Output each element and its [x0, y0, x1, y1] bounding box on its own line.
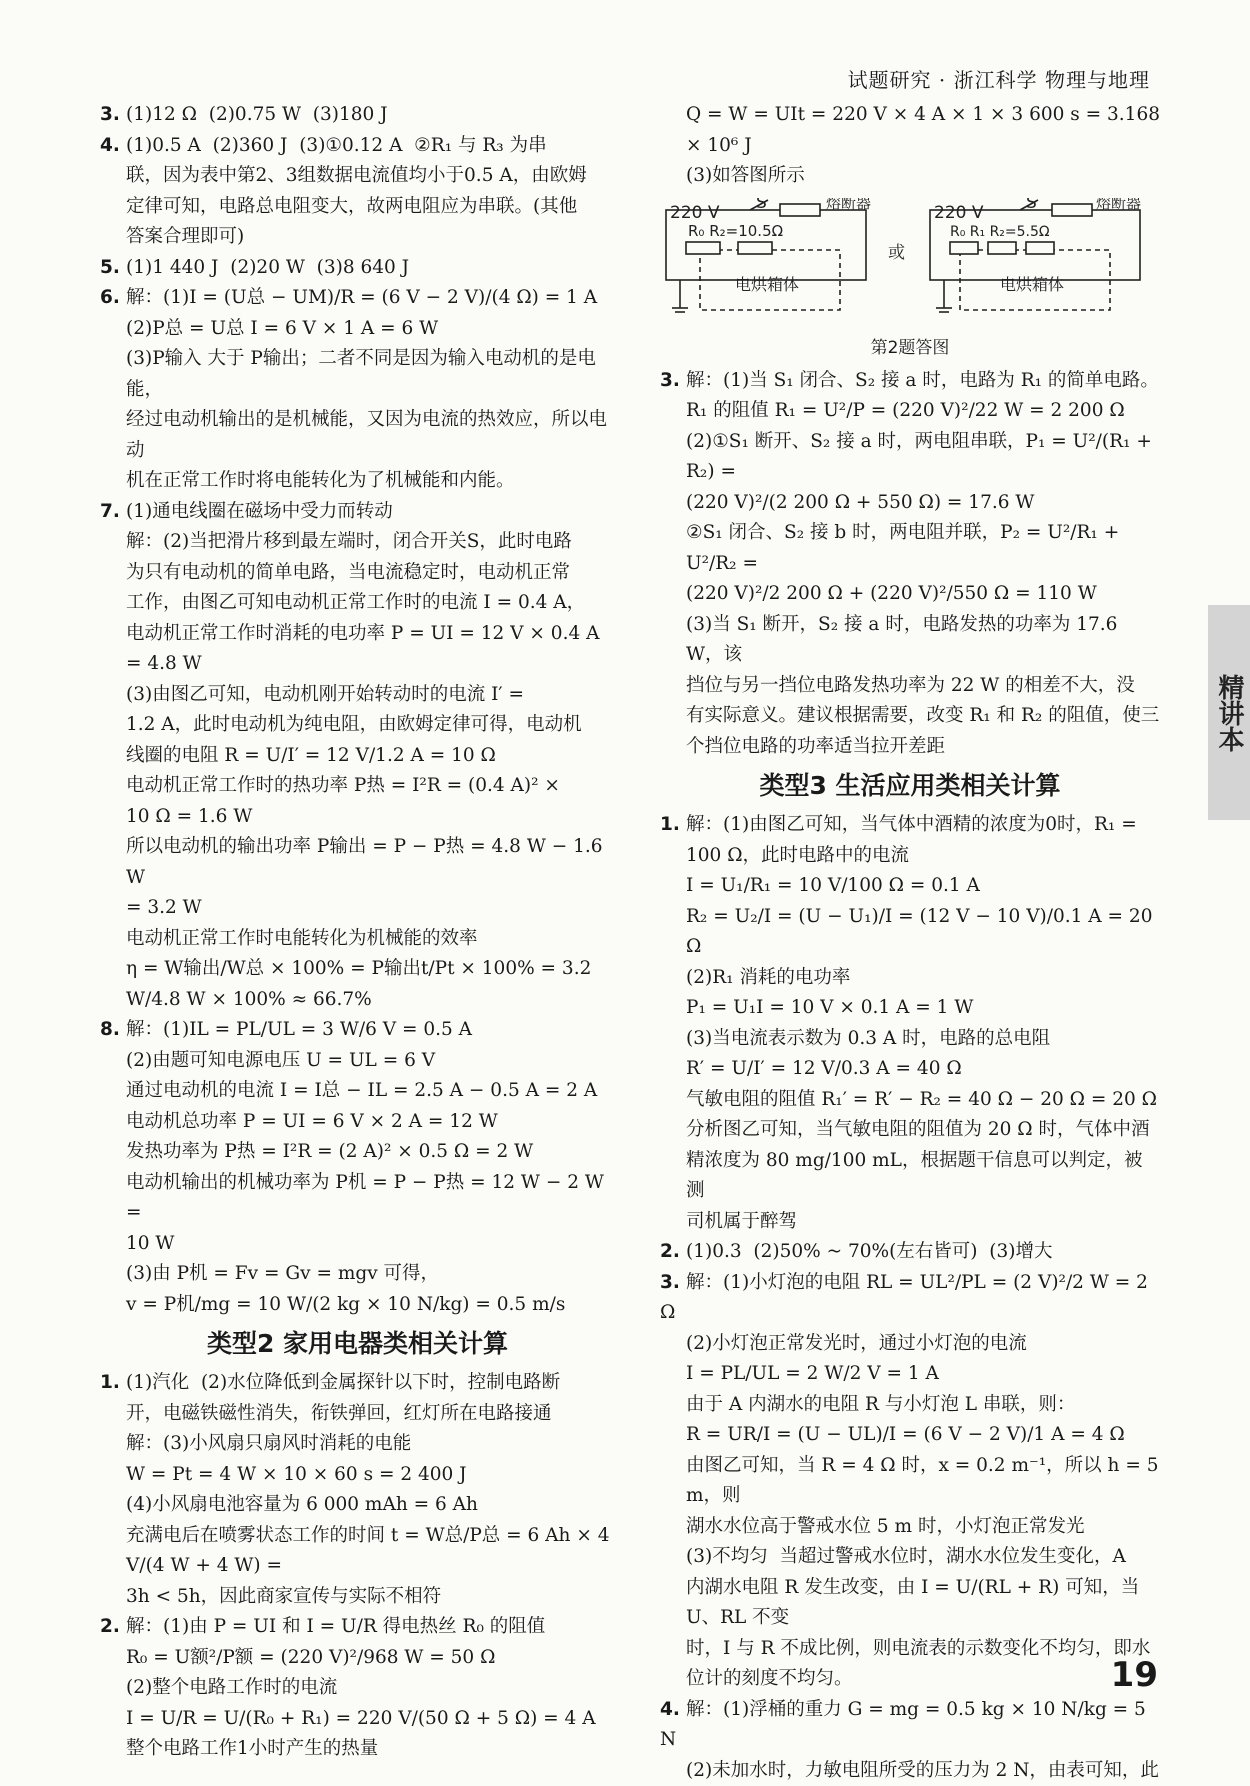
- answer-text: (220 V)²/2 200 Ω + (220 V)²/550 Ω = 110 W: [686, 583, 1097, 604]
- fig-voltage-right: 220 V: [934, 203, 984, 223]
- page-number: 19: [1111, 1655, 1158, 1695]
- answer-line: [100, 405, 615, 466]
- answer-line: [100, 1521, 615, 1582]
- answer-text: 10 W: [126, 1233, 174, 1254]
- answer-line: [100, 771, 615, 802]
- answer-line: [660, 1237, 1160, 1268]
- answer-text: 精浓度为 80 mg/100 mL，根据题干信息可以判定，被测: [686, 1150, 1142, 1202]
- answer-text: R₂ = U₂/I = (U − U₁)/I = (12 V − 10 V)/0.1 A = 20 Ω: [686, 906, 1158, 958]
- answer-line: [100, 222, 615, 253]
- answer-line: [100, 1168, 615, 1229]
- answer-line: [660, 1115, 1160, 1146]
- answer-line: [660, 396, 1160, 427]
- answer-text: (3)当 S₁ 断开，S₂ 接 a 时，电路发热的功率为 17.6 W，该: [686, 614, 1123, 666]
- answer-text: (3)如答图所示: [686, 165, 805, 186]
- answer-text: 1.2 A，此时电动机为纯电阻，由欧姆定律可得，电动机: [126, 714, 582, 735]
- answer-text: 由于 A 内湖水的电阻 R 与小灯泡 L 串联，则：: [686, 1394, 1075, 1415]
- answer-text: (2)未加水时，力敏电阻所受的压力为 2 N，由表可知，此: [686, 1760, 1159, 1781]
- answer-text: 解：(1)由图乙可知，当气体中酒精的浓度为0时，R₁ =: [686, 814, 1137, 835]
- answer-line: [100, 253, 615, 284]
- answer-line: [100, 192, 615, 223]
- answer-text: 解：(1)I = (U总 − UM)/R = (6 V − 2 V)/(4 Ω) = 1 A: [126, 287, 597, 308]
- answer-line: [100, 802, 615, 833]
- answer-text: 联，因为表中第2、3组数据电流值均小于0.5 A，由欧姆: [126, 165, 587, 186]
- question-number: 8.: [100, 1015, 126, 1046]
- answer-text: (2)①S₁ 断开、S₂ 接 a 时，两电阻串联，P₁ = U²/(R₁ + R₂) =: [686, 431, 1158, 483]
- answer-text: 个挡位电路的功率适当拉开差距: [686, 736, 945, 757]
- answer-text: (2)由题可知电源电压 U = UL = 6 V: [126, 1050, 435, 1071]
- answer-text: 内湖水电阻 R 发生改变，由 I = U/(RL + R) 可知，当 U、RL 不变: [686, 1577, 1145, 1629]
- answer-line: [660, 1695, 1160, 1756]
- question-number: 2.: [660, 1237, 686, 1268]
- answer-line: [100, 1399, 615, 1430]
- answer-text: I = U₁/R₁ = 10 V/100 Ω = 0.1 A: [686, 875, 980, 896]
- answer-text: 解：(1)由 P = UI 和 I = U/R 得电热丝 R₀ 的阻值: [126, 1616, 545, 1637]
- answer-line: [660, 610, 1160, 671]
- answer-text: 3h < 5h，因此商家宣传与实际不相符: [126, 1586, 441, 1607]
- fig-fuse-right: 熔断器: [1096, 198, 1141, 212]
- left-answers-2: [100, 1368, 615, 1765]
- answer-text: 由图乙可知，当 R = 4 Ω 时，x = 0.2 m⁻¹，所以 h = 5 m，则: [686, 1455, 1164, 1507]
- question-number: 5.: [100, 253, 126, 284]
- right-column: [660, 100, 1160, 1786]
- answer-text: (1)通电线圈在磁场中受力而转动: [126, 501, 393, 522]
- answer-text: 电动机正常工作时的热功率 P热 = I²R = (0.4 A)² ×: [126, 775, 560, 796]
- answer-line: [100, 741, 615, 772]
- answer-line: [660, 902, 1160, 963]
- fig-voltage-left: 220 V: [670, 203, 720, 223]
- answer-text: R₁ 的阻值 R₁ = U²/P = (220 V)²/22 W = 2 200 Ω: [686, 400, 1125, 421]
- answer-text: (2)整个电路工作时的电流: [126, 1677, 337, 1698]
- answer-line: [660, 1664, 1160, 1695]
- answer-line: [660, 366, 1160, 397]
- answer-line: [100, 558, 615, 589]
- answer-line: [660, 1024, 1160, 1055]
- answer-line: [660, 1359, 1160, 1390]
- answer-line: [100, 497, 615, 528]
- answer-text: 解：(1)浮桶的重力 G = mg = 0.5 kg × 10 N/kg = 5 N: [660, 1699, 1152, 1751]
- answer-line: [660, 701, 1160, 732]
- question-number: 2.: [100, 1612, 126, 1643]
- answer-text: 开，电磁铁磁性消失，衔铁弹回，红灯所在电路接通: [126, 1403, 552, 1424]
- answer-line: [100, 924, 615, 955]
- question-number: 7.: [100, 497, 126, 528]
- fig-res-right: R₀ R₁ R₂=5.5Ω: [950, 224, 1050, 240]
- answer-text: 分析图乙可知，当气敏电阻的阻值为 20 Ω 时，气体中酒: [686, 1119, 1150, 1140]
- answer-line: [100, 893, 615, 924]
- answer-text: 答案合理即可): [126, 226, 244, 247]
- answer-line: [660, 1573, 1160, 1634]
- fig-box-right: 电烘箱体: [1000, 275, 1064, 294]
- answer-line: [100, 1368, 615, 1399]
- answer-line: [660, 1420, 1160, 1451]
- answer-text: 发热功率为 P热 = I²R = (2 A)² × 0.5 Ω = 2 W: [126, 1141, 533, 1162]
- answer-line: [660, 100, 1160, 161]
- question-number: 1.: [660, 810, 686, 841]
- answer-text: (4)小风扇电池容量为 6 000 mAh = 6 Ah: [126, 1494, 478, 1515]
- fig-res-left: R₀ R₂=10.5Ω: [688, 222, 783, 240]
- answer-text: (3)不均匀 当超过警戒水位时，湖水水位发生变化，A: [686, 1546, 1126, 1567]
- answer-line: [660, 1054, 1160, 1085]
- answer-line: [660, 161, 1160, 192]
- left-answers: [100, 100, 615, 1320]
- answer-line: [100, 588, 615, 619]
- answer-line: [100, 527, 615, 558]
- figure-caption: 第2题答图: [660, 333, 1160, 364]
- answer-text: 时，I 与 R 不成比例，则电流表的示数变化不均匀，即水: [686, 1638, 1150, 1659]
- answer-text: ②S₁ 闭合、S₂ 接 b 时，两电阻并联，P₂ = U²/R₁ + U²/R₂ =: [686, 522, 1125, 574]
- answer-text: (1)12 Ω (2)0.75 W (3)180 J: [126, 104, 388, 125]
- answer-line: [100, 1460, 615, 1491]
- answer-line: [100, 954, 615, 1015]
- answer-text: 通过电动机的电流 I = I总 − IL = 2.5 A − 0.5 A = 2 A: [126, 1080, 597, 1101]
- answer-line: [100, 1137, 615, 1168]
- answer-text: 湖水水位高于警戒水位 5 m 时，小灯泡正常发光: [686, 1516, 1084, 1537]
- answer-line: [100, 619, 615, 650]
- fig-fuse-left: 熔断器: [826, 198, 871, 212]
- answer-line: [660, 671, 1160, 702]
- answer-text: 解：(1)当 S₁ 闭合、S₂ 接 a 时，电路为 R₁ 的简单电路。: [686, 370, 1159, 391]
- answer-line: [100, 161, 615, 192]
- answer-text: 所以电动机的输出功率 P输出 = P − P热 = 4.8 W − 1.6 W: [126, 836, 608, 888]
- answer-text: 线圈的电阻 R = U/I′ = 12 V/1.2 A = 10 Ω: [126, 745, 496, 766]
- answer-line: [100, 1290, 615, 1321]
- answer-text: 解：(2)当把滑片移到最左端时，闭合开关S，此时电路: [126, 531, 572, 552]
- answer-line: [100, 1643, 615, 1674]
- answer-text: (1)汽化 (2)水位降低到金属探针以下时，控制电路断: [126, 1372, 560, 1393]
- answer-text: (1)0.3 (2)50% ~ 70%(左右皆可) (3)增大: [686, 1241, 1053, 1262]
- answer-line: [100, 1429, 615, 1460]
- answer-line: [100, 1582, 615, 1613]
- question-number: 4.: [100, 131, 126, 162]
- answer-line: [100, 1229, 615, 1260]
- answer-line: [660, 1451, 1160, 1512]
- answer-text: (2)小灯泡正常发光时，通过小灯泡的电流: [686, 1333, 1027, 1354]
- answer-text: 气敏电阻的阻值 R₁′ = R′ − R₂ = 40 Ω − 20 Ω = 20 Ω: [686, 1089, 1157, 1110]
- answer-text: 定律可知，电路总电阻变大，故两电阻应为串联。(其他: [126, 196, 577, 217]
- section-2-title: 类型2 家用电器类相关计算: [100, 1324, 615, 1364]
- answer-line: [660, 810, 1160, 841]
- answer-line: [660, 1634, 1160, 1665]
- answer-line: [100, 649, 615, 680]
- answer-text: 位计的刻度不均匀。: [686, 1668, 853, 1689]
- answer-text: (3)当电流表示数为 0.3 A 时，电路的总电阻: [686, 1028, 1050, 1049]
- answer-line: [660, 518, 1160, 579]
- answer-line: [660, 579, 1160, 610]
- answer-line: [660, 993, 1160, 1024]
- answer-line: [660, 732, 1160, 763]
- answer-line: [660, 871, 1160, 902]
- fig-switch-right: S: [1026, 198, 1037, 213]
- answer-line: [660, 963, 1160, 994]
- side-tab: 精讲本: [1208, 605, 1250, 820]
- answer-text: 电动机正常工作时电能转化为机械能的效率: [126, 928, 478, 949]
- answer-line: [660, 1329, 1160, 1360]
- answer-text: 充满电后在喷雾状态工作的时间 t = W总/P总 = 6 Ah × 4 V/(4 W + 4 W) =: [126, 1525, 615, 1577]
- answer-text: P₁ = U₁I = 10 V × 0.1 A = 1 W: [686, 997, 973, 1018]
- question-number: 6.: [100, 283, 126, 314]
- answer-line: [660, 427, 1160, 488]
- answer-line: [100, 100, 615, 131]
- answer-text: 工作，由图乙可知电动机正常工作时的电流 I = 0.4 A，: [126, 592, 585, 613]
- answer-line: [100, 1673, 615, 1704]
- right-answers-mid: [660, 366, 1160, 763]
- answer-line: [660, 1390, 1160, 1421]
- answer-text: (2)R₁ 消耗的电功率: [686, 967, 850, 988]
- question-number: 1.: [100, 1368, 126, 1399]
- answer-line: [100, 131, 615, 162]
- answer-text: 解：(1)IL = PL/UL = 3 W/6 V = 0.5 A: [126, 1019, 472, 1040]
- answer-line: [100, 1015, 615, 1046]
- answer-line: [660, 1756, 1160, 1786]
- right-answers-bottom: [660, 810, 1160, 1786]
- answer-line: [660, 1085, 1160, 1116]
- circuit-figure: [660, 198, 1160, 364]
- answer-text: 挡位与另一挡位电路发热功率为 22 W 的相差不大，没: [686, 675, 1135, 696]
- answer-line: [100, 1046, 615, 1077]
- answer-text: η = W输出/W总 × 100% = P输出t/Pt × 100% = 3.2 W/4.8 W × 100% ≈ 66.7%: [126, 958, 597, 1010]
- running-header: 试题研究 · 浙江科学 物理与地理: [848, 64, 1150, 93]
- answer-line: [100, 1704, 615, 1735]
- answer-text: 100 Ω，此时电路中的电流: [686, 845, 909, 866]
- answer-text: (1)0.5 A (2)360 J (3)①0.12 A ②R₁ 与 R₃ 为串: [126, 135, 547, 156]
- answer-line: [660, 1512, 1160, 1543]
- answer-text: (3)由图乙可知，电动机刚开始转动时的电流 I′ =: [126, 684, 524, 705]
- answer-text: 为只有电动机的简单电路，当电流稳定时，电动机正常: [126, 562, 570, 583]
- answer-text: 解：(3)小风扇只扇风时消耗的电能: [126, 1433, 411, 1454]
- answer-text: I = U/R = U/(R₀ + R₁) = 220 V/(50 Ω + 5 Ω) = 4 A: [126, 1708, 596, 1729]
- fig-or: 或: [888, 243, 905, 263]
- answer-line: [100, 1612, 615, 1643]
- answer-text: R = UR/I = (U − UL)/I = (6 V − 2 V)/1 A = 4 Ω: [686, 1424, 1125, 1445]
- answer-text: R₀ = U额²/P额 = (220 V)²/968 W = 50 Ω: [126, 1647, 495, 1668]
- section-3-title: 类型3 生活应用类相关计算: [660, 766, 1160, 806]
- circuit-diagram: [660, 198, 1160, 323]
- answer-line: [100, 832, 615, 893]
- answer-text: 经过电动机输出的是机械能，又因为电流的热效应，所以电动: [126, 409, 607, 461]
- answer-text: v = P机/mg = 10 W/(2 kg × 10 N/kg) = 0.5 m/s: [126, 1294, 565, 1315]
- answer-line: [100, 344, 615, 405]
- question-number: 3.: [100, 100, 126, 131]
- answer-text: R′ = U/I′ = 12 V/0.3 A = 40 Ω: [686, 1058, 962, 1079]
- answer-line: [100, 283, 615, 314]
- answer-text: (2)P总 = U总 I = 6 V × 1 A = 6 W: [126, 318, 438, 339]
- answer-text: 电动机总功率 P = UI = 6 V × 2 A = 12 W: [126, 1111, 498, 1132]
- answer-line: [660, 1207, 1160, 1238]
- answer-text: 解：(1)小灯泡的电阻 RL = UL²/PL = (2 V)²/2 W = 2 Ω: [660, 1272, 1154, 1324]
- answer-text: 整个电路工作1小时产生的热量: [126, 1738, 378, 1759]
- answer-line: [660, 1146, 1160, 1207]
- answer-text: 机在正常工作时将电能转化为了机械能和内能。: [126, 470, 515, 491]
- answer-line: [660, 841, 1160, 872]
- answer-line: [100, 710, 615, 741]
- answer-line: [660, 488, 1160, 519]
- answer-text: (220 V)²/(2 200 Ω + 550 Ω) = 17.6 W: [686, 492, 1034, 513]
- answer-text: (3)由 P机 = Fv = Gv = mgv 可得，: [126, 1263, 439, 1284]
- answer-text: (3)P输入 大于 P输出；二者不同是因为输入电动机的是电能，: [126, 348, 596, 400]
- answer-line: [100, 1259, 615, 1290]
- answer-text: = 4.8 W: [126, 653, 202, 674]
- left-column: [100, 100, 615, 1765]
- answer-text: W = Pt = 4 W × 10 × 60 s = 2 400 J: [126, 1464, 467, 1485]
- fig-box-left: 电烘箱体: [735, 275, 799, 294]
- answer-line: [660, 1542, 1160, 1573]
- answer-line: [100, 1076, 615, 1107]
- answer-text: 司机属于醉驾: [686, 1211, 797, 1232]
- fig-switch-left: S: [756, 198, 767, 213]
- question-number: 4.: [660, 1695, 686, 1726]
- question-number: 3.: [660, 366, 686, 397]
- right-answers-top: [660, 100, 1160, 192]
- answer-text: Q = W = UIt = 220 V × 4 A × 1 × 3 600 s = 3.168 × 10⁶ J: [686, 104, 1166, 156]
- answer-text: 电动机输出的机械功率为 P机 = P − P热 = 12 W − 2 W =: [126, 1172, 610, 1224]
- answer-text: 10 Ω = 1.6 W: [126, 806, 252, 827]
- question-number: 3.: [660, 1268, 686, 1299]
- answer-line: [100, 680, 615, 711]
- answer-line: [100, 1490, 615, 1521]
- answer-text: (1)1 440 J (2)20 W (3)8 640 J: [126, 257, 409, 278]
- answer-text: 有实际意义。建议根据需要，改变 R₁ 和 R₂ 的阻值，使三: [686, 705, 1159, 726]
- answer-text: = 3.2 W: [126, 897, 202, 918]
- answer-line: [100, 314, 615, 345]
- answer-text: I = PL/UL = 2 W/2 V = 1 A: [686, 1363, 939, 1384]
- answer-text: 电动机正常工作时消耗的电功率 P = UI = 12 V × 0.4 A: [126, 623, 599, 644]
- answer-line: [100, 466, 615, 497]
- answer-line: [660, 1268, 1160, 1329]
- answer-line: [100, 1734, 615, 1765]
- answer-line: [100, 1107, 615, 1138]
